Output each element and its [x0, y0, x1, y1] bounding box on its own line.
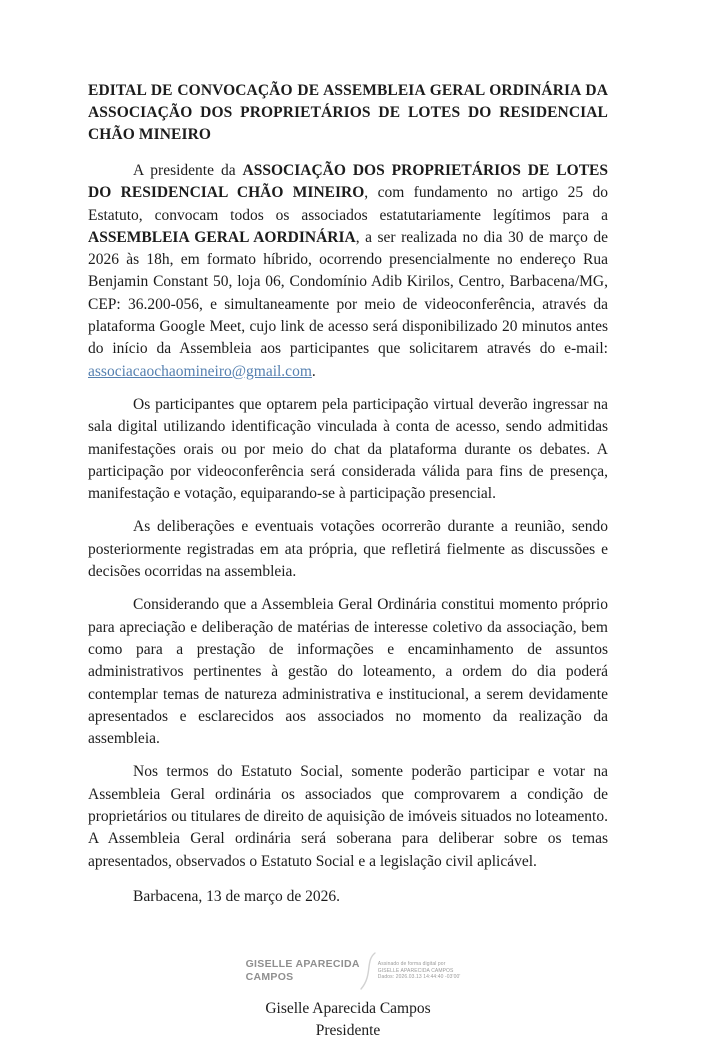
signature-flourish-icon	[358, 951, 378, 991]
stamp-details-text	[378, 961, 461, 981]
paragraph-deliberations: As deliberações e eventuais votações ocorrerão durante a reunião, sendo posteriormente registradas em ata própria, que refletirá fielmente as discussões e decisões ocorridas na assembleia.	[88, 518, 608, 581]
dateline: Barbacena, 13 de março de 2026.	[133, 887, 341, 905]
intro-text-segment: A presidente da	[133, 162, 243, 179]
email-link[interactable]: associacaochaomineiro@gmail.com	[88, 362, 312, 380]
document-page	[88, 80, 608, 1042]
paragraph-considerations: Considerando que a Assembleia Geral Ordinária constitui momento próprio para apreciação e deliberação de matérias de interesse coletivo da associação, bem como para a prestação de informações e encaminhamento de assuntos administrativos pertinentes à gestão do loteamento, a ordem do dia poderá contemplar temas de natureza administrativa e institucional, a serem devidamente apresentados e esclarecidos aos associados no momento da realização da assembleia.	[88, 596, 608, 748]
paragraph-virtual-participation: Os participantes que optarem pela participação virtual deverão ingressar na sala digital utilizando identificação vinculada à conta de acesso, sendo admitidas manifestações orais ou por meio do chat da plataforma durante os debates. A participação por videoconferência será considerada válida para fins de presença, manifestação e votação, equiparando-se à participação presencial.	[88, 395, 608, 503]
stamp-name-line2: CAMPOS	[245, 971, 294, 984]
stamp-name-line1: GISELLE APARECIDA	[245, 958, 360, 971]
document-title: EDITAL DE CONVOCAÇÃO DE ASSEMBLEIA GERAL ORDINÁRIA DA ASSOCIAÇÃO DOS PROPRIETÁRIOS DE LOTES DO RESIDENCIAL CHÃO MINEIRO	[88, 82, 608, 143]
intro-text-segment: , com fundamento no artigo 25 do Estatuto, convocam todos os associados estatutariamente legítimos para a	[88, 184, 608, 224]
stamp-details-line1: Assinado de forma digital por	[377, 961, 446, 968]
paragraph-convocation	[88, 160, 608, 383]
digital-signature-stamp	[98, 950, 608, 992]
signature-block	[88, 950, 608, 1042]
stamp-details-line3: Dados: 2026.03.13 14:44:40 -03'00'	[377, 974, 461, 981]
signatory-name: Giselle Aparecida Campos	[265, 1000, 431, 1018]
intro-text-segment: .	[311, 362, 316, 380]
assembly-title-bold: ASSEMBLEIA GERAL AORDINÁRIA	[88, 228, 356, 246]
association-name-bold: ASSOCIAÇÃO DOS PROPRIETÁRIOS DE LOTES DO RESIDENCIAL CHÃO MINEIRO	[88, 162, 608, 202]
paragraph-statute-terms: Nos termos do Estatuto Social, somente poderão participar e votar na Assembleia Geral ordinária os associados que comprovarem a condição de proprietários ou titulares de direito de aquisição de imóveis situados no loteamento. A Assembleia Geral ordinária será soberana para deliberar sobre os temas apresentados, observados o Estatuto Social e a legislação civil aplicável.	[88, 763, 608, 870]
signatory-role: Presidente	[315, 1022, 381, 1040]
stamp-signer-name	[246, 958, 360, 984]
stamp-details-line2: GISELLE APARECIDA CAMPOS	[377, 967, 454, 974]
intro-text-segment: , a ser realizada no dia 30 de março de 2026 às 18h, em formato híbrido, ocorrendo presencialmente no endereço Rua Benjamin Constant 50, loja 06, Condomínio Adib Kirilos, Centro, Barbacena/MG, CEP: 36.200-056, e simultaneamente por meio de videoconferência, através da plataforma Google Meet, cujo link de acesso será disponibilizado 20 minutos antes do início da Assembleia aos participantes que solicitarem através do e-mail:	[88, 228, 608, 358]
